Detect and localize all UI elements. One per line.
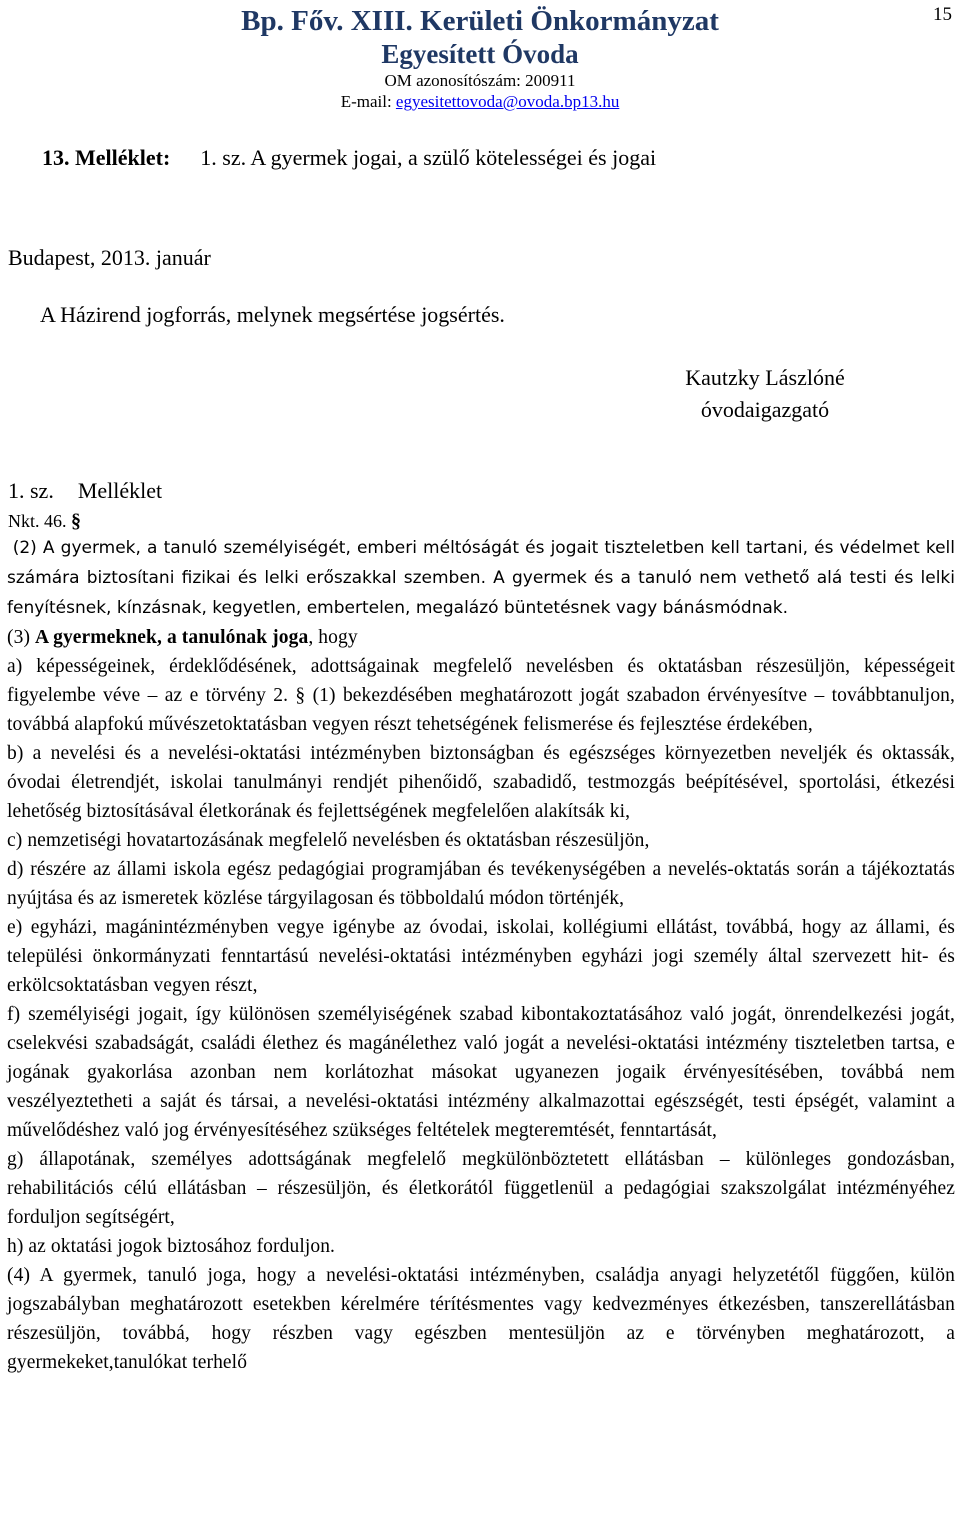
annex-number-text: 1. sz. (8, 478, 54, 503)
intro-statement: A Házirend jogforrás, melynek megsértése jogsértés. (40, 302, 505, 327)
list-item-c: c) nemzetiségi hovatartozásának megfelelő nevelésben és oktatásban részesüljön, (7, 830, 650, 851)
email-link[interactable]: egyesitettovoda@ovoda.bp13.hu (395, 92, 620, 111)
list-item-g: g) állapotának, személyes adottságának megfelelő megkülönböztetett ellátásban – különleges gondozásban, rehabilitációs célú ellátásban – részesüljön, és életkorától függetlenül a pedagógiai szakszolgálat intézményéhez forduljon segítségért, (7, 1149, 955, 1228)
list-item-h: h) az oktatási jogok biztosához forduljon. (7, 1236, 336, 1257)
list-item-f: f) személyiségi jogait, így különösen személyiségének szabad kibontakoztatásához való jogát, önrendelkezési jogát, cselekvési szabadságát, családi élethez és magánélethez való jogát a nevelési-oktatási intézmény tiszteletben tartsa, e jogának gyakorlása azonban nem korlátozhat másokat ugyanezen jogaik érvényesítésében, továbbá nem veszélyeztetheti a saját és társai, a nevelési-oktatási intézmény alkalmazottai egészségét, testi épségét, valamint a művelődéshez való jog érvényesítéséhez szükséges feltételek megteremtését, fenntartását, (7, 1004, 955, 1141)
annex-heading (42, 145, 656, 171)
list-item-a: a) képességeinek, érdeklődésének, adottságainak megfelelő nevelésben és oktatásban részesüljön, képességeit figyelembe véve – az e törvény 2. § (1) bekezdésében meghatározott jogát szabadon érvényesítve – továbbtanuljon, továbbá alapfokú művészetoktatásban vegyen részt tehetségének felismerése és fejlesztése érdekében, (7, 656, 955, 735)
letterhead-institution: Egyesített Óvoda (381, 39, 579, 69)
signature-block (630, 362, 900, 426)
paragraph-2-part1: (2) A gyermek, a tanuló személyiségét, emberi méltóságát és jogait tiszteletben kell tartani, és védelmet kell számára biztosítani fizikai és lelki erőszakkal szemben. (7, 538, 955, 588)
list-item-e: e) egyházi, magánintézményben vegye igénybe az óvodai, iskolai, kollégiumi ellátást, továbbá, hogy az állami, és települési önkormányzati fenntartású nevelési-oktatási intézményben egyházi jogi személy által szervezett hit- és erkölcsoktatásban vegyen részt, (7, 917, 955, 996)
paragraph-2-part2: A gyermek és a tanuló nem vethető alá testi és lelki fenyítésnek, kínzásnak, kegyetlen, embertelen, megalázó büntetésnek vagy bánásmódnak. (7, 568, 956, 618)
annex-number (8, 478, 162, 504)
paragraph-2 (7, 533, 955, 623)
annex-number-label: Melléklet (77, 478, 163, 503)
document-body (7, 533, 955, 1377)
letterhead-email-line (0, 91, 960, 112)
signature-role: óvodaigazgató (700, 397, 830, 422)
annex-title: 1. sz. A gyermek jogai, a szülő kötelességei és jogai (200, 145, 657, 170)
city-date: Budapest, 2013. január (8, 245, 211, 270)
letterhead-municipality: Bp. Főv. XIII. Kerületi Önkormányzat (241, 5, 719, 37)
letterhead-om-id: OM azonosítószám: 200911 (384, 71, 576, 90)
page-number: 15 (933, 4, 952, 25)
paragraph-3: (3) A gyermeknek, a tanulónak joga, hogy (7, 627, 358, 648)
email-label: E-mail: (340, 92, 396, 111)
law-reference (8, 510, 81, 533)
paragraph-3-bold: A gyermeknek, a tanulónak joga (35, 627, 309, 648)
list-item-d: d) részére az állami iskola egész pedagógiai programjában és tevékenységében a nevelés-oktatás során a tájékoztatás nyújtása és az ismeretek közlése tárgyilagosan és többoldalú módon történjék, (7, 859, 955, 909)
section-sign: § (71, 510, 81, 532)
letterhead (0, 4, 960, 112)
paragraph-4: (4) A gyermek, tanuló joga, hogy a nevelési-oktatási intézményben, családja anyagi helyzetétől függően, külön jogszabályban meghatározott esetekben kérelmére térítésmentes vagy kedvezményes étkezésben, tanszerellátásban részesüljön, továbbá, hogy részben vagy egészben mentesüljön az e törvényben meghatározott, a gyermekeket,tanulókat terhelő (7, 1265, 955, 1373)
law-reference-text: Nkt. 46. (8, 511, 67, 531)
list-item-b: b) a nevelési és a nevelési-oktatási intézményben biztonságban és egészséges környezetben neveljék és oktassák, óvodai életrendjét, iskolai tanulmányi rendjét pihenőidő, szabadidő, testmozgás beépítésével, sportolási, étkezési lehetőség biztosításával életkorának és fejlettségének megfelelően alakítsák ki, (7, 743, 955, 822)
signature-name: Kautzky Lászlóné (685, 365, 845, 390)
annex-label: 13. Melléklet: (42, 145, 171, 170)
